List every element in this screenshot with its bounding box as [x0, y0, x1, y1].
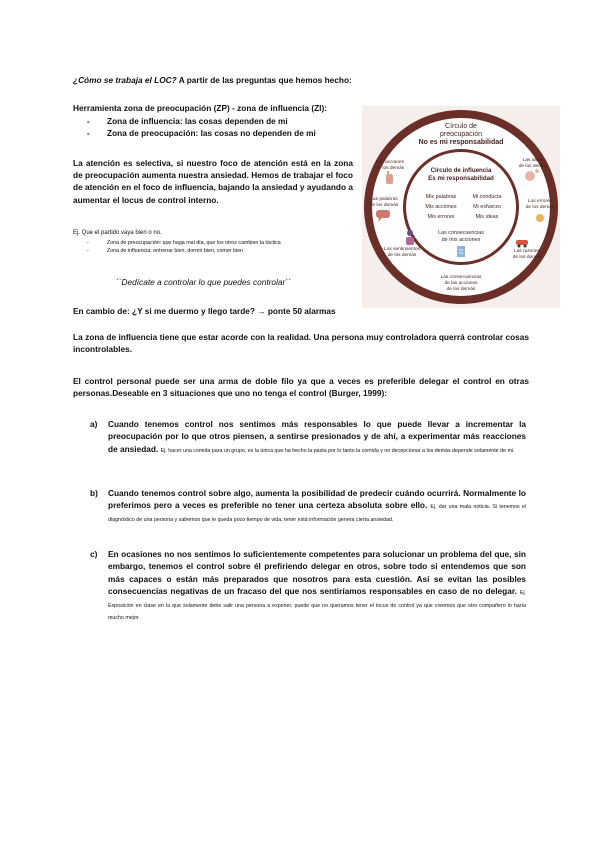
example-title: Ej. Que el partido vaya bien o no. — [73, 230, 162, 236]
tool-item: - Zona de influencia: las cosas dependen de mi — [73, 115, 363, 127]
example-list — [73, 239, 373, 255]
outer-title-line: No es mi responsabilidad — [418, 139, 504, 146]
list-text: En ocasiones no nos sentimos lo suficientemente competentes para solucionar un problema del que, sin embargo, tenemos el control sobre él prefiriendo delegar en otros, sobre todo si entendemos que son más capaces o están más preparados que nosotros para esta cuestión. Así se evitan las posibles consecuencias negativas de un fracaso del que nos sentiríamos responsables en caso de no delegar. — [108, 549, 526, 597]
outer-item: de los demás — [369, 203, 399, 208]
outer-item: de los demás — [387, 253, 417, 258]
tool-list — [73, 115, 363, 139]
list-text: Cuando tenemos control sobre algo, aumenta la posibilidad de predecir cuándo ocurrirá. Normalmente lo preferimos pero a veces es preferible no tener una certeza absoluta sobre ello. — [108, 488, 526, 511]
outer-item: de los demás — [446, 287, 476, 292]
outer-item: Las acciones — [376, 160, 404, 165]
example-item: - Zona de preocupación: que haga mal día, que los otros cambien la táctica — [73, 239, 373, 247]
circle-diagram — [362, 106, 560, 308]
inner-item: Mis ideas — [475, 214, 499, 220]
outer-item: de los demás — [512, 255, 542, 260]
attention-paragraph: La atención es selectiva, si nuestro foco de atención está en la zona de preocupación aumenta nuestra ansiedad. Hemos de trabajar el foco de atención en el foco de influencia, bajando la ansiedad y ayudando a aumentar el locus de control interno. — [73, 158, 353, 205]
face-icon — [536, 214, 544, 222]
intro-question: ¿Cómo se trabaja el LOC? — [73, 75, 177, 85]
outer-item: Las razones — [513, 249, 541, 254]
inner-item: Mi conducta — [472, 194, 502, 200]
outer-item: Las palabras — [370, 197, 398, 202]
inner-bottom-line: Las consecuencias — [438, 230, 484, 236]
inner-item: Mis palabras — [425, 194, 457, 200]
inner-bottom-line: de mis acciones — [441, 237, 481, 243]
list-text: Cuando tenemos control nos sentimos más responsables lo que puede llevar a incrementar la preocupación por lo que otros piensen, a sentirse presionados y de ahí, a experimentar más reacciones de ansiedad. — [108, 419, 526, 454]
outer-item: Los errores — [527, 199, 553, 204]
list-item — [90, 487, 526, 524]
list-label: c) — [90, 549, 98, 559]
inner-item: Mis acciones — [425, 204, 457, 210]
realistic-paragraph: La zona de influencia tiene que estar acorde con la realidad. Una persona muy controladora querrá controlar cosas incontrolables. — [73, 332, 529, 355]
person-icon — [406, 230, 414, 245]
tool-title: Herramienta zona de preocupación (ZP) - zona de influencia (ZI): — [73, 103, 328, 113]
outer-item: de los demás — [375, 166, 405, 171]
inner-title-line: Círculo de influencia — [430, 167, 492, 174]
inner-item: Mi esfuerzo — [473, 204, 501, 210]
inner-item: Mis errores — [427, 214, 455, 220]
outer-item: de los demás — [525, 205, 555, 210]
list-note: Ej. hacer una comida para un grupo, es la única que ha hecho la pasta por lo tanto la comida y no decepcionar a los demás depende solamente de mi. — [160, 447, 515, 454]
contrast-line: En cambio de: ¿Y si me duermo y llego tarde? → ponte 50 alarmas — [73, 306, 336, 316]
circle-diagram-svg — [362, 106, 560, 308]
outer-title-line: preocupación — [439, 131, 483, 138]
control-intro-paragraph: El control personal puede ser una arma de doble filo ya que a veces es preferible delegar el control en otras personas.Deseable en 3 situaciones que uno no tenga el control (Burger, 1999): — [73, 376, 529, 399]
outer-item: Los sentimientos — [384, 247, 420, 252]
outer-item: de los demás — [518, 164, 548, 169]
inner-title-line: Es mi responsabilidad — [428, 175, 494, 182]
list-label: a) — [90, 419, 98, 429]
list-item — [90, 418, 526, 455]
checklist-icon — [457, 246, 465, 257]
list-label: b) — [90, 488, 98, 498]
intro-rest: A partir de las preguntas que hemos hecho: — [176, 75, 352, 85]
outer-title-line: Círculo de — [445, 123, 477, 130]
outer-item: de las acciones — [444, 281, 478, 286]
tool-item: - Zona de preocupación: las cosas no dependen de mi — [73, 127, 363, 139]
example-item: - Zona de influencia: entrenar bien, dormir bien, comer bien — [73, 247, 373, 255]
quote: ``Dedícate a controlar lo que puedes controlar´´ — [116, 277, 291, 287]
list-note: Ej. dar una mala noticia. Si tenemos el diagnóstico de una persona y sabemos que le queda poco tiempo de vida, tener está información genera cierta ansiedad. — [108, 504, 527, 523]
list-note: Ej. Exposición en clase en la que solamente debe salir una persona a exponer, puede que no queramos tener el locus de control ya que creemos que otro compañero lo haría mucho mejor. — [108, 590, 527, 622]
list-item — [90, 548, 526, 622]
inner-title — [428, 167, 494, 182]
outer-item: Las ideas — [522, 158, 544, 163]
outer-item: Las consecuencias — [440, 275, 482, 280]
intro-line — [73, 74, 352, 86]
